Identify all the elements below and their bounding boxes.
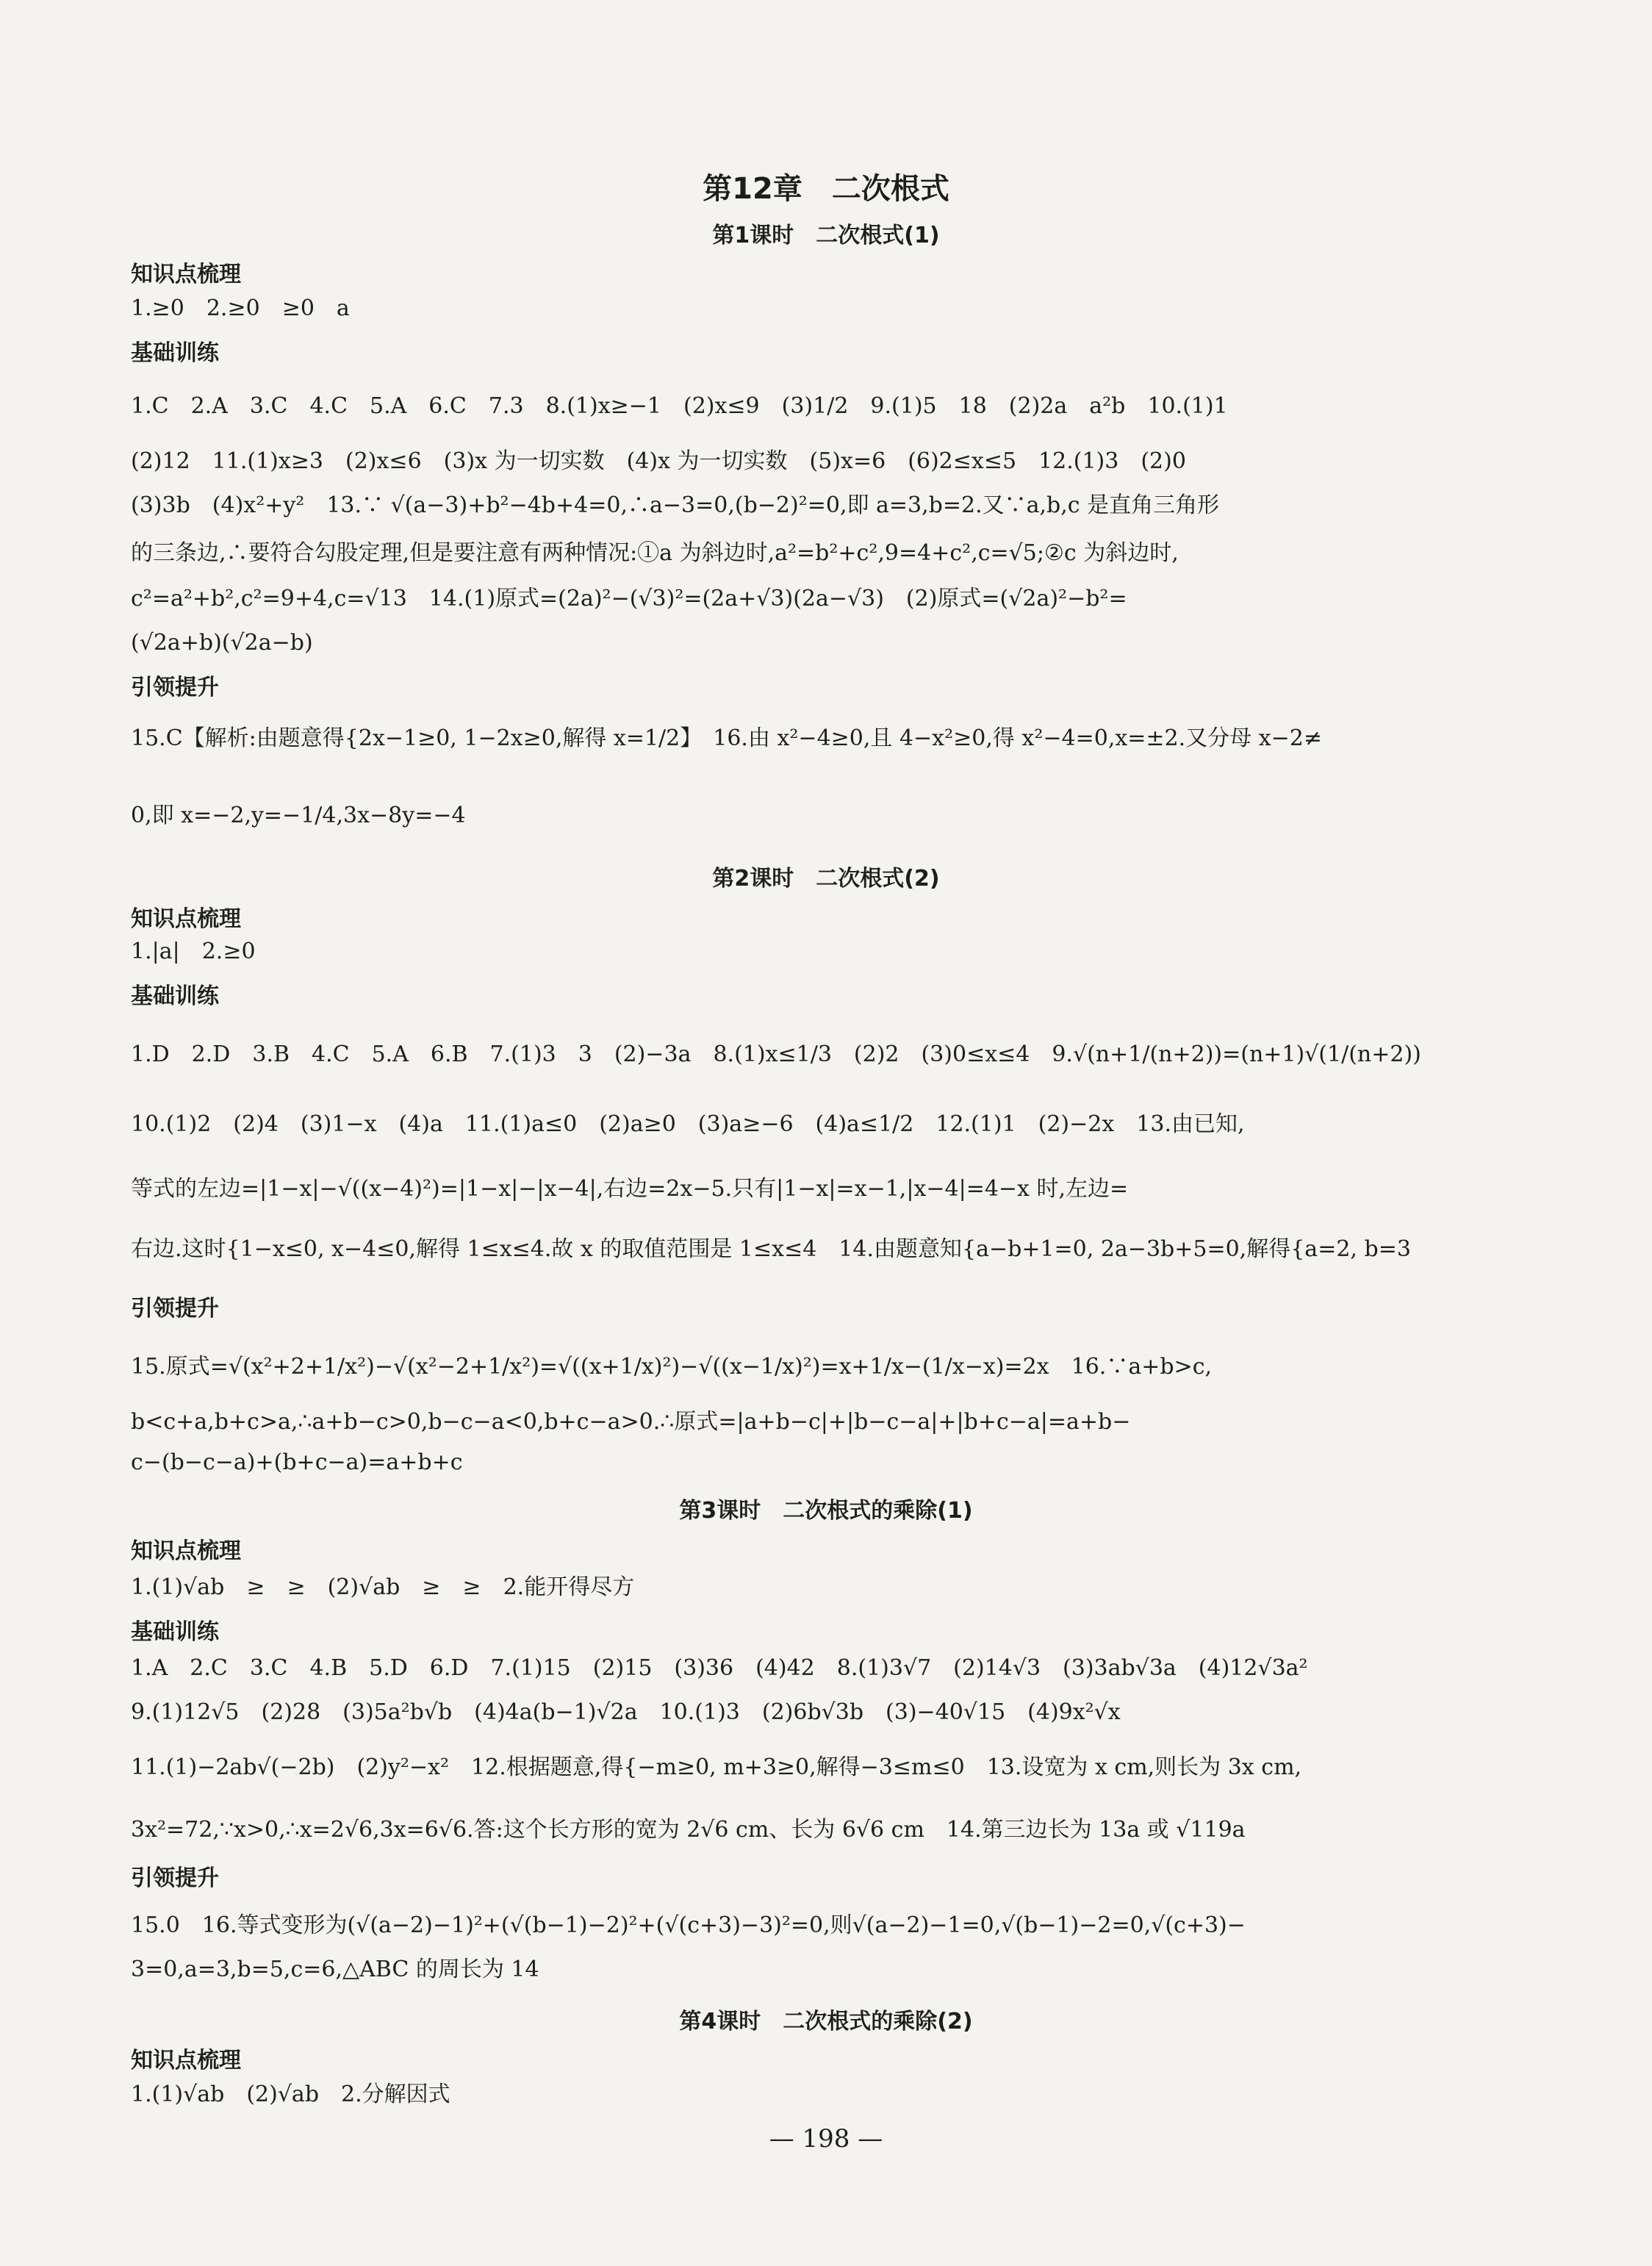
answer-line: 1.≥0 2.≥0 ≥0 a bbox=[131, 295, 350, 321]
section-heading: 引领提升 bbox=[131, 1865, 219, 1891]
answer-line: 10.(1)2 (2)4 (3)1−x (4)a 11.(1)a≤0 (2)a≥0 (3)a≥−6 (4)a≤1/2 12.(1)1 (2)−2x 13.由已知, bbox=[131, 1111, 1245, 1137]
section-heading: 引领提升 bbox=[131, 1296, 219, 1322]
answer-line: 1.|a| 2.≥0 bbox=[131, 939, 256, 964]
answer-line: (√2a+b)(√2a−b) bbox=[131, 630, 313, 656]
answer-line: 1.(1)√ab (2)√ab 2.分解因式 bbox=[131, 2082, 450, 2107]
section-heading: 知识点梳理 bbox=[131, 262, 241, 287]
lesson-title: 第1课时 二次根式(1) bbox=[712, 223, 940, 248]
section-heading: 基础训练 bbox=[131, 340, 219, 366]
answer-line: 的三条边,∴要符合勾股定理,但是要注意有两种情况:①a 为斜边时,a²=b²+c²,9=4+c²,c=√5;②c 为斜边时, bbox=[131, 540, 1179, 566]
answer-line: 15.原式=√(x²+2+1/x²)−√(x²−2+1/x²)=√((x+1/x)²)−√((x−1/x)²)=x+1/x−(1/x−x)=2x 16.∵a+b>c, bbox=[131, 1354, 1213, 1380]
answer-line: 9.(1)12√5 (2)28 (3)5a²b√b (4)4a(b−1)√2a 10.(1)3 (2)6b√3b (3)−40√15 (4)9x²√x bbox=[131, 1699, 1121, 1725]
answer-line: b<c+a,b+c>a,∴a+b−c>0,b−c−a<0,b+c−a>0.∴原式=|a+b−c|+|b−c−a|+|b+c−a|=a+b− bbox=[131, 1409, 1131, 1435]
answer-line: c²=a²+b²,c²=9+4,c=√13 14.(1)原式=(2a)²−(√3)²=(2a+√3)(2a−√3) (2)原式=(√2a)²−b²= bbox=[131, 586, 1127, 612]
answer-line: 右边.这时{1−x≤0, x−4≤0,解得 1≤x≤4.故 x 的取值范围是 1≤x≤4 14.由题意知{a−b+1=0, 2a−3b+5=0,解得{a=2, b=3 bbox=[131, 1236, 1411, 1262]
answer-line: 1.D 2.D 3.B 4.C 5.A 6.B 7.(1)3 3 (2)−3a 8.(1)x≤1/3 (2)2 (3)0≤x≤4 9.√(n+1/(n+2))=(n+1)√(1/(n+2)) bbox=[131, 1041, 1421, 1067]
answer-line: 等式的左边=|1−x|−√((x−4)²)=|1−x|−|x−4|,右边=2x−5.只有|1−x|=x−1,|x−4|=4−x 时,左边= bbox=[131, 1176, 1129, 1202]
answer-line: 1.(1)√ab ≥ ≥ (2)√ab ≥ ≥ 2.能开得尽方 bbox=[131, 1574, 635, 1600]
answer-line: c−(b−c−a)+(b+c−a)=a+b+c bbox=[131, 1449, 463, 1475]
section-heading: 知识点梳理 bbox=[131, 1538, 241, 1564]
answer-line: 3=0,a=3,b=5,c=6,△ABC 的周长为 14 bbox=[131, 1957, 539, 1982]
answer-line: 15.0 16.等式变形为(√(a−2)−1)²+(√(b−1)−2)²+(√(c+3)−3)²=0,则√(a−2)−1=0,√(b−1)−2=0,√(c+3)− bbox=[131, 1912, 1246, 1938]
answer-line: (3)3b (4)x²+y² 13.∵ √(a−3)+b²−4b+4=0,∴a−3=0,(b−2)²=0,即 a=3,b=2.又∵a,b,c 是直角三角形 bbox=[131, 492, 1220, 518]
lesson-title: 第3课时 二次根式的乘除(1) bbox=[679, 1498, 973, 1524]
chapter-title: 第12章 二次根式 bbox=[703, 172, 949, 206]
section-heading: 引领提升 bbox=[131, 675, 219, 700]
answer-line: 15.C【解析:由题意得{2x−1≥0, 1−2x≥0,解得 x=1/2】 16.由 x²−4≥0,且 4−x²≥0,得 x²−4=0,x=±2.又分母 x−2≠ bbox=[131, 725, 1322, 751]
lesson-title: 第2课时 二次根式(2) bbox=[712, 866, 940, 892]
section-heading: 知识点梳理 bbox=[131, 906, 241, 932]
answer-line: 1.A 2.C 3.C 4.B 5.D 6.D 7.(1)15 (2)15 (3)36 (4)42 8.(1)3√7 (2)14√3 (3)3ab√3a (4)12√3a² bbox=[131, 1655, 1308, 1681]
answer-line: 1.C 2.A 3.C 4.C 5.A 6.C 7.3 8.(1)x≥−1 (2)x≤9 (3)1/2 9.(1)5 18 (2)2a a²b 10.(1)1 bbox=[131, 393, 1228, 419]
answer-line: 0,即 x=−2,y=−1/4,3x−8y=−4 bbox=[131, 803, 466, 828]
answer-line: (2)12 11.(1)x≥3 (2)x≤6 (3)x 为一切实数 (4)x 为一切实数 (5)x=6 (6)2≤x≤5 12.(1)3 (2)0 bbox=[131, 448, 1186, 474]
section-heading: 基础训练 bbox=[131, 983, 219, 1009]
lesson-title: 第4课时 二次根式的乘除(2) bbox=[679, 2009, 973, 2034]
answer-line: 3x²=72,∵x>0,∴x=2√6,3x=6√6.答:这个长方形的宽为 2√6 cm、长为 6√6 cm 14.第三边长为 13a 或 √119a bbox=[131, 1817, 1246, 1843]
answer-line: 11.(1)−2ab√(−2b) (2)y²−x² 12.根据题意,得{−m≥0, m+3≥0,解得−3≤m≤0 13.设宽为 x cm,则长为 3x cm, bbox=[131, 1754, 1302, 1780]
section-heading: 基础训练 bbox=[131, 1619, 219, 1645]
section-heading: 知识点梳理 bbox=[131, 2048, 241, 2073]
page-number: — 198 — bbox=[769, 2124, 883, 2154]
